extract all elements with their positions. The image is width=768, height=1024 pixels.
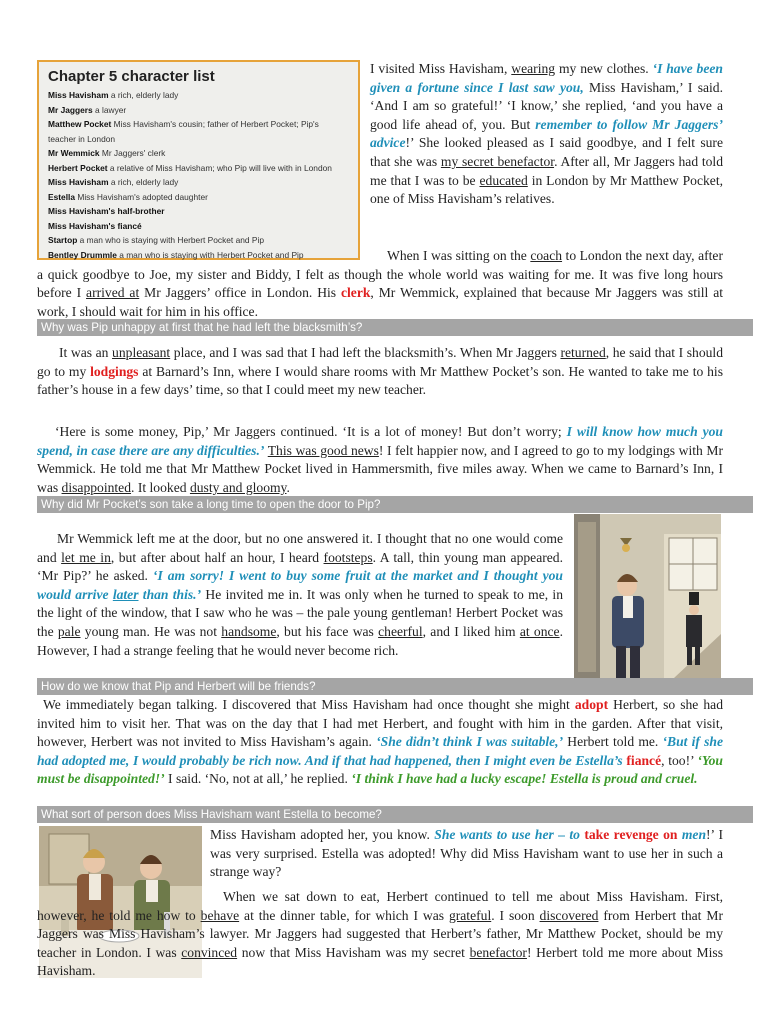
character-item: Miss Havisham a rich, elderly lady — [48, 90, 179, 100]
paragraph-2: When I was sitting on the coach to London the next day, after a quick goodbye to Joe, my sister and Biddy, I felt as though the whole world was waiting for me. It was five long hours before I arrived at Mr Jaggers’ office in London. His clerk, Mr Wemmick, explained that because Mr Jaggers was still at work, I should wait for him in his office. — [37, 248, 724, 319]
character-item: Miss Havisham's fiancé — [48, 220, 142, 231]
illustration-herbert-at-door-icon — [574, 514, 721, 678]
character-item: Herbert Pocket a relative of Miss Havisham; who Pip will live with in London — [48, 162, 332, 173]
character-item: Mr Jaggers a lawyer — [48, 104, 127, 115]
character-item: Miss Havisham a rich, elderly lady — [48, 177, 179, 187]
question-bar: What sort of person does Miss Havisham want Estella to become? — [37, 806, 753, 823]
question-bar: How do we know that Pip and Herbert will be friends? — [37, 678, 753, 695]
character-list-box — [37, 60, 360, 260]
character-item: Estella Miss Havisham's adopted daughter — [48, 191, 208, 202]
question-bar: Why did Mr Pocket’s son take a long time to open the door to Pip? — [37, 496, 753, 513]
paragraph-5: Mr Wemmick left me at the door, but no one answered it. I thought that no one would come and let me in, but after about half an hour, I heard footsteps. A tall, thin young man appeared. ‘Mr Pip?’ he asked. ‘I am sorry! I went to buy some fruit at the market and I thought you would arrive later than this.’ He invited me in. It was only when he turned to speak to me, in the light of the window, that I saw who he was – the pale young gentleman! Herbert Pocket was the pale young man. He was not handsome, but his face was cheerful, and I liked him at once. However, I had a strange feeling that he would never become rich. — [37, 531, 564, 658]
character-item: teacher in London — [48, 133, 116, 144]
paragraph-7: Miss Havisham adopted her, you know. She wants to use her – to take revenge on men!’ I was very surprised. Estella was adopted! Why did Miss Havisham want to use her in such a strange way? — [210, 827, 723, 880]
paragraph-6: We immediately began talking. I discovered that Miss Havisham had once thought she might adopt Herbert, so she had invited him to visit her. That was on the day that I had met Herbert, and fought with him in the garden. After that visit, however, Herbert was not invited to Miss Havisham’s again. ‘She didn’t think I was suitable,’ Herbert told me. ‘But if she had adopted me, I would probably be rich now. And if that had happened, then I might even be Estella’s fiancé, too!’ ‘You must be disappointed!’ I said. ‘No, not at all,’ he replied. ‘I think I have had a lucky escape! Estella is proud and cruel. — [37, 697, 723, 787]
illustration-herbert-at-door-icon — [574, 514, 721, 678]
paragraph-1: I visited Miss Havisham, wearing my new clothes. ‘I have been given a fortune since I last saw you, Miss Havisham,’ I said. ‘And I am so grateful!’ ‘I know,’ she replied, ‘and you have a good life ahead of, you. But remember to follow Mr Jaggers’ advice!’ She looked pleased as I said goodbye, and I felt sure that she was my secret benefactor. After all, Mr Jaggers had told me that I was to be educated in London by Mr Matthew Pocket, one of Miss Havisham’s relatives. — [370, 61, 724, 207]
question-bar: Why was Pip unhappy at first that he had left the blacksmith’s? — [37, 319, 753, 336]
character-item: Miss Havisham's half-brother — [48, 206, 165, 216]
character-item: Bentley Drummle a man who is staying with Herbert Pocket and Pip — [48, 249, 304, 260]
paragraph-8: When we sat down to eat, Herbert continued to tell me about Miss Havisham. First, however, he told me how to behave at the dinner table, for which I was grateful. I soon discovered from Herbert that Mr Jaggers was Miss Havisham’s lawyer. Mr Jaggers had suggested that Herbert’s father, Mr Matthew Pocket, should be my teacher in London. I was convinced now that Miss Havisham was my secret benefactor! Herbert told me more about Miss Havisham. — [37, 889, 723, 979]
paragraph-3: It was an unpleasant place, and I was sad that I had left the blacksmith’s. When Mr Jaggers returned, he said that I should go to my lodgings at Barnard’s Inn, where I would share rooms with Mr Matthew Pocket’s son. He wanted to take me to his father’s house in a few days’ time, so that I could meet my new teacher. — [37, 345, 723, 398]
character-item: Mr Wemmick Mr Jaggers' clerk — [48, 148, 166, 158]
paragraph-4: ‘Here is some money, Pip,’ Mr Jaggers continued. ‘It is a lot of money! But don’t worry; I will know how much you spend, in case there are any difficulties.’ This was good news! I felt happier now, and I agreed to go to my lodgings with Mr Wemmick. He told me that Mr Matthew Pocket lived in Hammersmith, five miles away. When we came to Barnard’s Inn, I was disappointed. It looked dusty and gloomy. — [37, 424, 724, 495]
character-item: Startop a man who is staying with Herbert Pocket and Pip — [48, 235, 264, 245]
character-item: Matthew Pocket Miss Havisham's cousin; father of Herbert Pocket; Pip's — [48, 119, 319, 129]
character-list-title: Chapter 5 character list — [48, 68, 215, 85]
